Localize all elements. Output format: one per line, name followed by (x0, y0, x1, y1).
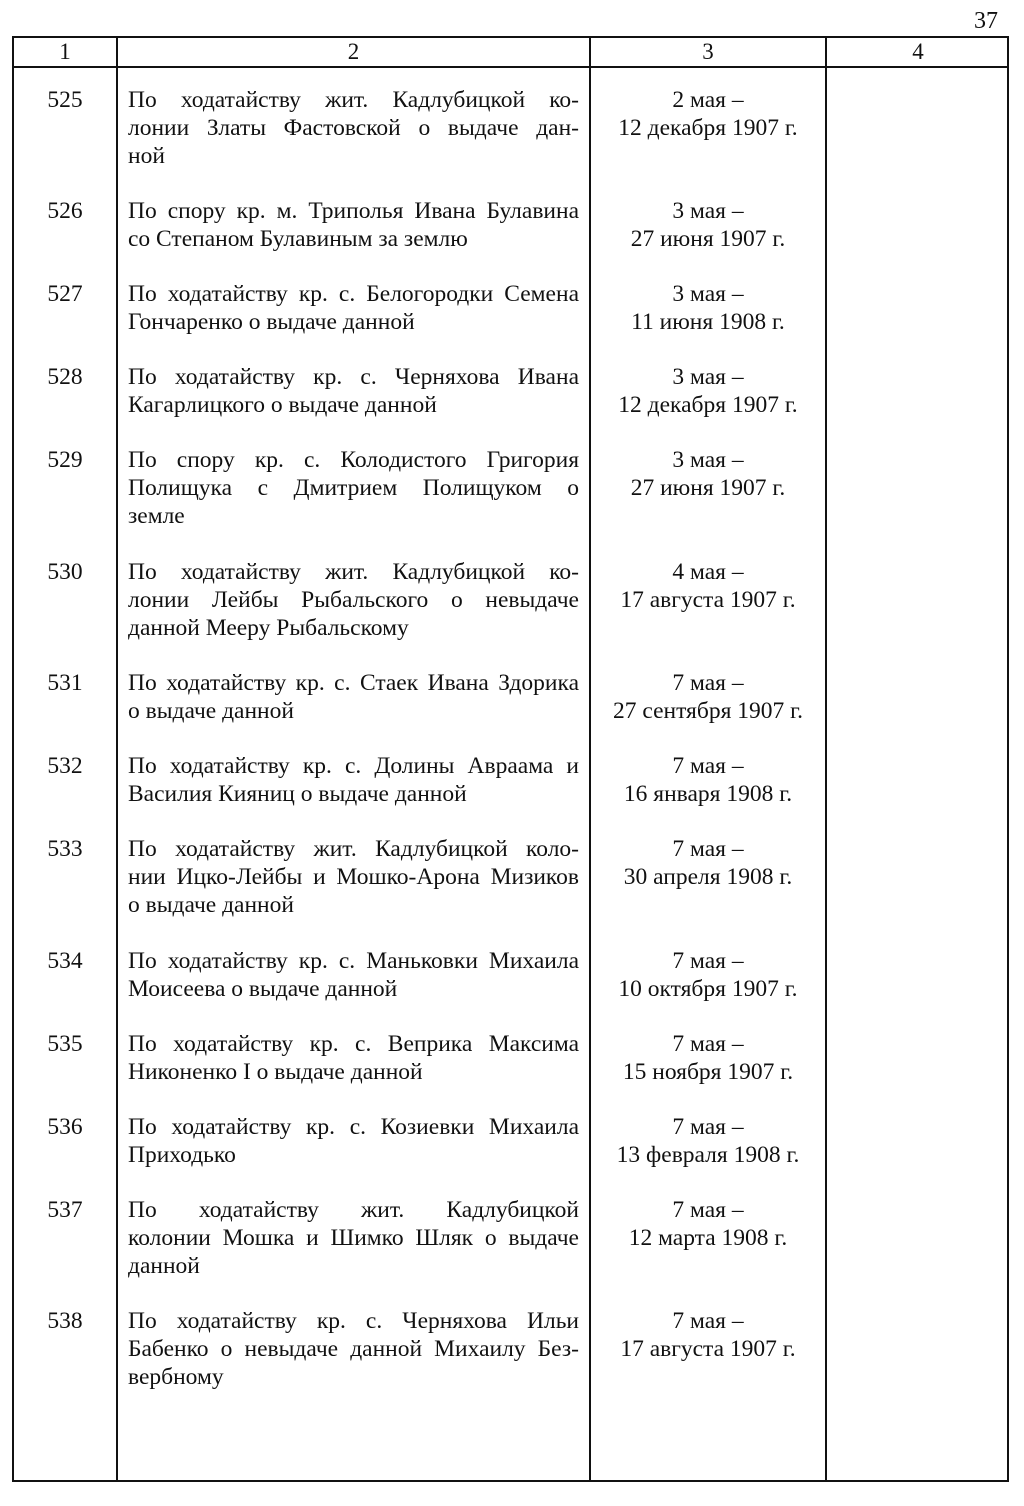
description-line: лонии Златы Фастовской о выдаче дан- (128, 115, 579, 141)
entry-description (128, 669, 579, 725)
date-line: 4 мая – (672, 559, 744, 585)
description-line: данной Мееру Рыбальскому (128, 615, 409, 641)
column-header-1: 1 (59, 39, 71, 64)
description-line: По ходатайству кр. с. Долины Авраама и (128, 753, 579, 779)
entry-number: 536 (47, 1114, 83, 1140)
date-line: 7 мая – (672, 670, 744, 696)
description-line: По ходатайству жит. Кадлубицкой ко- (128, 559, 579, 585)
date-line: 13 февраля 1908 г. (616, 1142, 800, 1168)
description-line: По ходатайству жит. Кадлубицкой коло- (128, 836, 579, 862)
entry-description (128, 752, 579, 808)
description-line: о выдаче данной (128, 698, 294, 724)
description-line: Бабенко о невыдаче данной Михаилу Без- (128, 1336, 579, 1362)
entry-description (128, 1030, 579, 1086)
date-line: 7 мая – (672, 1114, 744, 1140)
date-line: 16 января 1908 г. (623, 781, 793, 807)
entry-description (128, 197, 579, 253)
description-line: Гончаренко о выдаче данной (128, 309, 415, 335)
description-line: Василия Кияниц о выдаче данной (128, 781, 467, 807)
column-divider (825, 38, 827, 1480)
description-line: Никоненко I о выдаче данной (128, 1059, 423, 1085)
entry-date-range (591, 835, 825, 891)
entry-date-range (591, 363, 825, 419)
date-line: 12 марта 1908 г. (628, 1225, 788, 1251)
page-number: 37 (974, 8, 998, 34)
date-line: 3 мая – (672, 281, 744, 307)
entry-description (128, 1196, 579, 1280)
date-line: 7 мая – (672, 1031, 744, 1057)
date-line: 10 октября 1907 г. (618, 976, 798, 1002)
description-line: со Степаном Булавиным за землю (128, 226, 468, 252)
entry-description (128, 947, 579, 1003)
date-line: 30 апреля 1908 г. (623, 864, 793, 890)
description-line: Полищука с Дмитрием Полищуком о (128, 475, 579, 501)
column-header-4: 4 (912, 39, 924, 64)
entry-number: 527 (47, 281, 83, 307)
entry-date-range (591, 1113, 825, 1169)
description-line: По спору кр. с. Колодистого Григория (128, 447, 579, 473)
date-line: 11 июня 1908 г. (631, 309, 785, 335)
date-line: 7 мая – (672, 1308, 744, 1334)
description-line: Моисеева о выдаче данной (128, 976, 398, 1002)
entry-date-range (591, 1307, 825, 1363)
date-line: 12 декабря 1907 г. (618, 115, 798, 141)
entry-description (128, 363, 579, 419)
entry-number: 526 (47, 198, 83, 224)
date-line: 15 ноября 1907 г. (622, 1059, 794, 1085)
entry-date-range (591, 558, 825, 614)
entry-number: 535 (47, 1031, 83, 1057)
description-line: данной (128, 1253, 200, 1279)
entry-number: 525 (47, 87, 83, 113)
description-line: нии Ицко-Лейбы и Мошко-Арона Мизиков (128, 864, 579, 890)
entry-date-range (591, 1196, 825, 1252)
entry-number: 530 (47, 559, 83, 585)
date-line: 27 сентября 1907 г. (613, 698, 803, 724)
description-line: колонии Мошка и Шимко Шляк о выдаче (128, 1225, 579, 1251)
description-line: вербному (128, 1364, 224, 1390)
date-line: 3 мая – (672, 447, 744, 473)
date-line: 2 мая – (672, 87, 744, 113)
date-line: 17 августа 1907 г. (620, 587, 796, 613)
header-divider (14, 66, 1007, 68)
description-line: По ходатайству кр. с. Черняхова Ивана (128, 364, 579, 390)
date-line: 17 августа 1907 г. (620, 1336, 796, 1362)
entry-description (128, 446, 579, 530)
entry-number: 531 (47, 670, 83, 696)
description-line: земле (128, 503, 185, 529)
entry-date-range (591, 86, 825, 142)
archive-table (12, 36, 1009, 1482)
description-line: По ходатайству кр. с. Белогородки Семена (128, 281, 579, 307)
entry-description (128, 1113, 579, 1169)
description-line: о выдаче данной (128, 892, 294, 918)
date-line: 3 мая – (672, 198, 744, 224)
description-line: По ходатайству кр. с. Стаек Ивана Здорика (128, 670, 579, 696)
description-line: лонии Лейбы Рыбальского о невыдаче (128, 587, 579, 613)
entry-date-range (591, 446, 825, 502)
description-line: По ходатайству кр. с. Веприка Максима (128, 1031, 579, 1057)
date-line: 7 мая – (672, 836, 744, 862)
description-line: По ходатайству кр. с. Маньковки Михаила (128, 948, 579, 974)
entry-number: 528 (47, 364, 83, 390)
date-line: 3 мая – (672, 364, 744, 390)
entry-number: 534 (47, 948, 83, 974)
date-line: 7 мая – (672, 948, 744, 974)
description-line: По ходатайству жит. Кадлубицкой ко- (128, 87, 579, 113)
description-line: ной (128, 143, 165, 169)
column-header-3: 3 (702, 39, 714, 64)
entry-date-range (591, 669, 825, 725)
entry-description (128, 835, 579, 919)
entry-number: 537 (47, 1197, 83, 1223)
entry-number: 533 (47, 836, 83, 862)
description-line: По ходатайству кр. с. Козиевки Михаила (128, 1114, 579, 1140)
column-divider (116, 38, 118, 1480)
description-line: Кагарлицкого о выдаче данной (128, 392, 437, 418)
date-line: 7 мая – (672, 1197, 744, 1223)
date-line: 7 мая – (672, 753, 744, 779)
description-line: По ходатайству жит. Кадлубицкой (128, 1197, 579, 1223)
entry-description (128, 1307, 579, 1391)
entry-date-range (591, 197, 825, 253)
entry-description (128, 86, 579, 170)
date-line: 27 июня 1907 г. (630, 475, 786, 501)
date-line: 12 декабря 1907 г. (618, 392, 798, 418)
entry-date-range (591, 1030, 825, 1086)
entry-date-range (591, 752, 825, 808)
entry-description (128, 558, 579, 642)
entry-date-range (591, 280, 825, 336)
entry-description (128, 280, 579, 336)
entry-number: 529 (47, 447, 83, 473)
date-line: 27 июня 1907 г. (630, 226, 786, 252)
entry-date-range (591, 947, 825, 1003)
entry-number: 532 (47, 753, 83, 779)
description-line: Приходько (128, 1142, 236, 1168)
entry-number: 538 (47, 1308, 83, 1334)
description-line: По ходатайству кр. с. Черняхова Ильи (128, 1308, 579, 1334)
description-line: По спору кр. м. Триполья Ивана Булавина (128, 198, 579, 224)
column-header-2: 2 (347, 39, 360, 64)
